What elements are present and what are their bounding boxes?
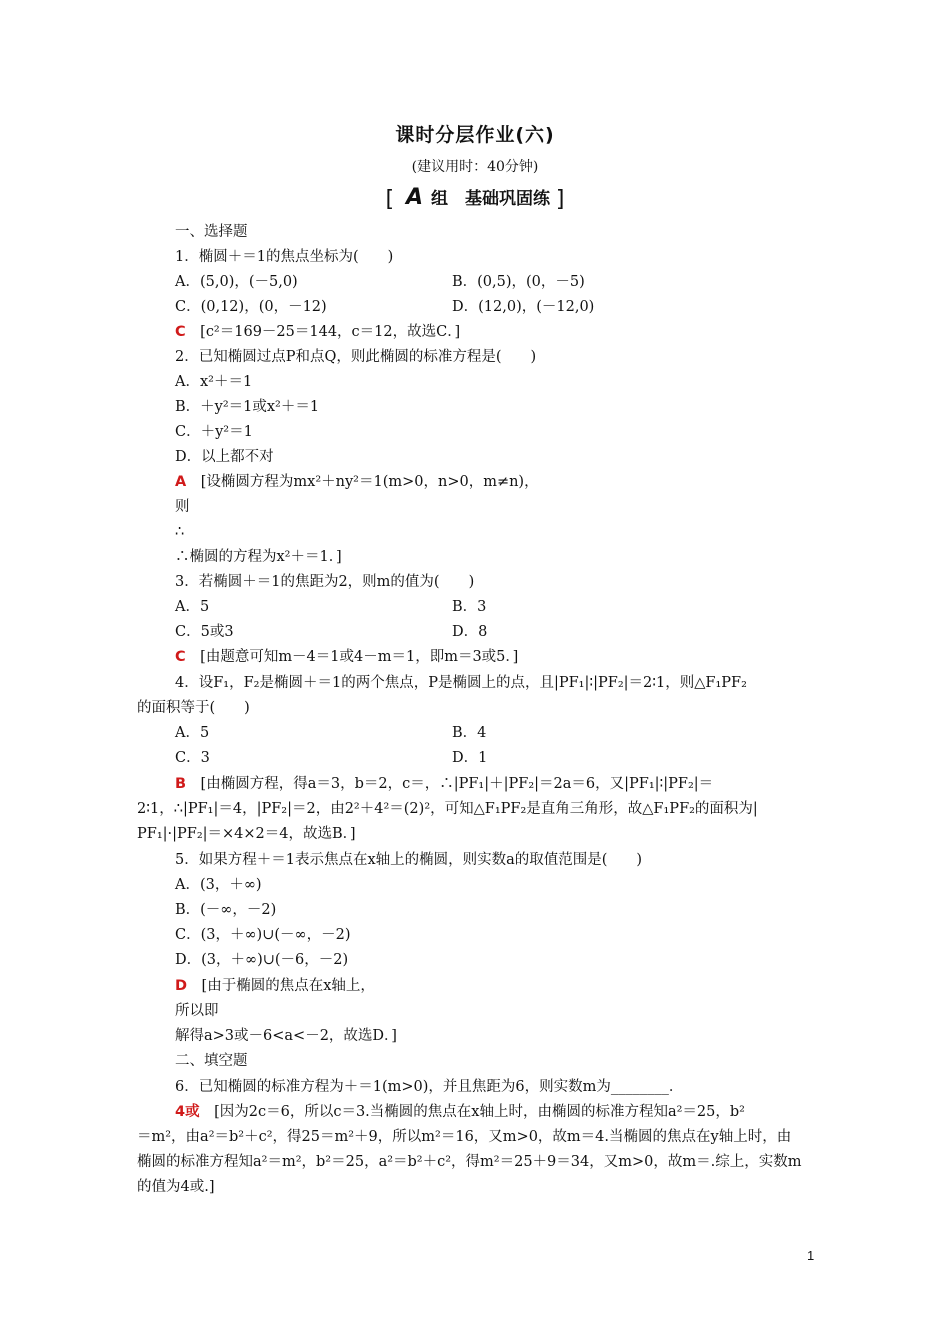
line-text: 5．如果方程＋＝1表示焦点在x轴上的椭圆，则实数a的取值范围是( ) [175, 852, 643, 868]
text-line [175, 976, 375, 996]
page-title: 课时分层作业(六) [395, 124, 555, 146]
text-line [175, 748, 210, 768]
text-line [175, 950, 348, 970]
group-bracket-left: [ [385, 187, 395, 212]
group-letter: A [406, 185, 424, 210]
text-line [452, 748, 487, 768]
line-text: D．(3，＋∞)∪(－6，－2) [175, 952, 349, 968]
group-heading [0, 184, 950, 212]
line-text: [c²＝169－25＝144，c＝12，故选C．] [185, 324, 461, 340]
text-line [175, 875, 262, 895]
line-text: D．1 [452, 750, 488, 766]
line-text: B．(－∞，－2) [175, 902, 277, 918]
text-line [175, 1077, 683, 1097]
line-text: B．3 [452, 599, 487, 615]
line-text: A．(5,0)，(－5,0) [175, 274, 298, 290]
text-line [175, 447, 274, 467]
line-text: [由椭圆方程，得a＝3，b＝2，c＝，∴|PF₁|＋|PF₂|＝2a＝6，又|PF₁|∶|PF₂|＝ [186, 776, 714, 792]
line-text: A．5 [175, 725, 210, 741]
text-line [137, 824, 356, 844]
text-line [175, 1051, 248, 1071]
text-line [175, 297, 327, 317]
text-line [452, 597, 486, 617]
text-line [175, 1026, 397, 1046]
answer-letter: C [175, 649, 186, 665]
text-line [452, 297, 594, 317]
line-text: 4．设F₁，F₂是椭圆＋＝1的两个焦点，P是椭圆上的点，且|PF₁|∶|PF₂|＝2∶1，则△F₁PF₂ [175, 675, 747, 691]
line-text: 椭圆的标准方程知a²＝m²，b²＝25，a²＝b²＋c²，得m²＝25＋9＝34，又m>0，故m＝.综上，实数m [137, 1154, 802, 1170]
line-text: [由于椭圆的焦点在x轴上， [187, 978, 375, 994]
line-text: 则 [175, 499, 190, 515]
line-text: [设椭圆方程为mx²＋ny²＝1(m>0，n>0，m≠n)， [186, 474, 539, 490]
line-text: PF₁|·|PF₂|＝×4×2＝4，故选B．] [137, 826, 356, 842]
line-text: D．8 [452, 624, 488, 640]
line-text: 6．已知椭圆的标准方程为＋＝1(m>0)，并且焦距为6，则实数m为________． [175, 1079, 684, 1095]
text-line [175, 723, 209, 743]
text-line [175, 925, 350, 945]
text-line [175, 497, 190, 517]
line-text: A．x²＋＝1 [175, 374, 253, 390]
text-line [137, 799, 758, 819]
line-text: 2∶1，∴|PF₁|＝4，|PF₂|＝2，由2²＋4²＝(2)²，可知△F₁PF₂是直角三角形，故△F₁PF₂的面积为| [137, 801, 758, 817]
text-line [175, 222, 248, 242]
text-line [175, 247, 393, 267]
answer-letter: B [175, 776, 187, 792]
line-text: ∴椭圆的方程为x²＋＝1．] [175, 549, 342, 565]
line-text: C．3 [175, 750, 210, 766]
answer-letter: D [175, 978, 188, 994]
text-line [175, 372, 252, 392]
line-text: B．(0,5)，(0，－5) [452, 274, 585, 290]
line-text: [因为2c＝6，所以c＝3.当椭圆的焦点在x轴上时，由椭圆的标准方程知a²＝25，b² [199, 1104, 745, 1120]
text-line [175, 572, 474, 592]
text-line [452, 723, 486, 743]
line-text: D．以上都不对 [175, 449, 274, 465]
text-line [175, 272, 298, 292]
text-line [175, 397, 319, 417]
text-line [137, 1177, 215, 1197]
line-text: B．＋y²＝1或x²＋＝1 [175, 399, 320, 415]
text-line [175, 547, 342, 567]
line-text: 一、选择题 [175, 224, 248, 240]
text-line [175, 673, 747, 693]
text-line [175, 322, 460, 342]
line-text: C．5或3 [175, 624, 234, 640]
text-line [175, 900, 276, 920]
line-text: A．5 [175, 599, 210, 615]
answer-letter: A [175, 474, 187, 490]
line-text: C．(3，＋∞)∪(－∞，－2) [175, 927, 351, 943]
text-line [175, 774, 713, 794]
text-line [175, 597, 209, 617]
line-text: 的值为4或.] [137, 1179, 215, 1195]
text-line [175, 422, 253, 442]
text-line [175, 347, 536, 367]
line-text: ＝m²，由a²＝b²＋c²，得25＝m²＋9，所以m²＝16，又m>0，故m＝4.当椭圆的焦点在y轴上时，由 [137, 1129, 792, 1145]
line-text: [由题意可知m－4＝1或4－m＝1，即m＝3或5．] [185, 649, 519, 665]
text-line [175, 850, 642, 870]
answer-letter: C [175, 324, 186, 340]
line-text: 1．椭圆＋＝1的焦点坐标为( ) [175, 249, 394, 265]
text-line [452, 272, 585, 292]
line-text: C．＋y²＝1 [175, 424, 253, 440]
line-text: A．(3，＋∞) [175, 877, 262, 893]
text-line [137, 1127, 791, 1147]
line-text: 二、填空题 [175, 1053, 248, 1069]
line-text: B．4 [452, 725, 487, 741]
answer-letter: 4或 [175, 1104, 200, 1120]
time-hint: (建议用时：40分钟) [411, 159, 539, 175]
group-label: 组 基础巩固练 [430, 189, 550, 209]
text-line [175, 1102, 745, 1122]
group-bracket-right: ] [555, 187, 565, 212]
text-line [175, 1001, 219, 1021]
line-text: ∴ [175, 524, 185, 540]
line-text: 解得a>3或－6<a<－2，故选D．] [175, 1028, 397, 1044]
text-line [137, 698, 250, 718]
line-text: 2．已知椭圆过点P和点Q，则此椭圆的标准方程是( ) [175, 349, 537, 365]
text-line [137, 1152, 801, 1172]
line-text: C．(0,12)，(0，－12) [175, 299, 327, 315]
text-line [175, 622, 234, 642]
line-text: 所以即 [175, 1003, 219, 1019]
line-text: 3．若椭圆＋＝1的焦距为2，则m的值为( ) [175, 574, 475, 590]
line-text: 的面积等于( ) [137, 700, 250, 716]
text-line [175, 472, 539, 492]
page-number: 1 [807, 1248, 815, 1263]
text-line [175, 647, 518, 667]
line-text: D．(12,0)，(－12,0) [452, 299, 595, 315]
text-line [175, 522, 184, 542]
text-line [452, 622, 487, 642]
